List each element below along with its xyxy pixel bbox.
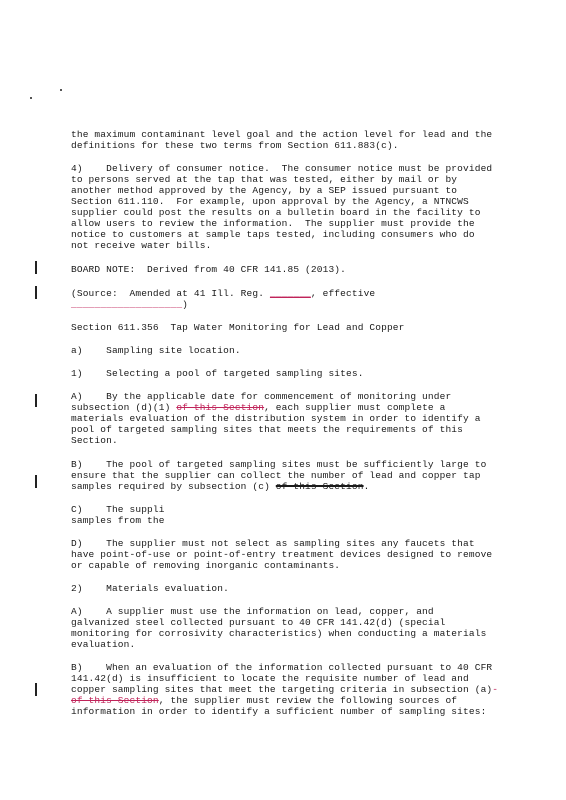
text-line: to persons served at the tap that was tested, either by mail or by [71, 174, 458, 185]
text-line: pool of targeted sampling sites that meets the requirements of this [71, 424, 464, 435]
text-line: A) By the applicable date for commencement of monitoring under [71, 391, 452, 402]
text-span: , the supplier must review the following sources of [158, 695, 458, 706]
text-line: galvanized steel collected pursuant to 40 CFR 141.42(d) (special [71, 617, 446, 628]
source-note [71, 288, 375, 299]
subsection-heading: 2) Materials evaluation. [71, 583, 229, 594]
text-line: have point-of-use or point-of-entry treatment devices designed to remove [71, 549, 493, 560]
section-title: Section 611.356 Tap Water Monitoring for Lead and Copper [71, 322, 405, 333]
subsection-heading: 1) Selecting a pool of targeted sampling sites. [71, 368, 364, 379]
text-line: definitions for these two terms from Section 611.883(c). [71, 140, 399, 151]
change-bar [35, 286, 37, 299]
deleted-text: of this Section [275, 481, 364, 492]
text-line: ensure that the supplier can collect the number of lead and copper tap [71, 470, 481, 481]
change-bar [35, 683, 37, 696]
source-text: ) [182, 299, 189, 310]
text-line: B) The pool of targeted sampling sites must be sufficiently large to [71, 459, 487, 470]
text-line: 141.42(d) is insufficient to locate the requisite number of lead and [71, 673, 469, 684]
scan-speck [60, 89, 62, 91]
source-note-cont [71, 299, 188, 310]
text-line: Section. [71, 435, 118, 446]
source-text: , effective [310, 288, 376, 299]
subsection-heading: a) Sampling site location. [71, 345, 241, 356]
text-line: notice to customers at sample taps tested, including consumers who do [71, 229, 475, 240]
text-line: B) When an evaluation of the information collected pursuant to 40 CFR [71, 662, 493, 673]
change-bar [35, 261, 37, 274]
text-line: samples from the [71, 515, 165, 526]
text-line: not receive water bills. [71, 240, 212, 251]
text-span: . [363, 481, 370, 492]
text-line: another method approved by the Agency, by a SEP issued pursuant to [71, 185, 458, 196]
text-line: supplier could post the results on a bulletin board in the facility to [71, 207, 481, 218]
text-line: or capable of removing inorganic contaminants. [71, 560, 341, 571]
deleted-text: of this Section [176, 402, 265, 413]
text-span: samples required by subsection (c) [71, 481, 276, 492]
text-line [71, 481, 369, 492]
text-line [71, 684, 498, 695]
text-line: information in order to identify a sufficient number of sampling sites: [71, 706, 487, 717]
deleted-text: - [492, 684, 499, 695]
scan-speck [30, 97, 32, 99]
text-line: C) The suppli [71, 504, 165, 515]
change-bar [35, 475, 37, 488]
text-span: subsection (d)(1) [71, 402, 177, 413]
text-line: Section 611.110. For example, upon approval by the Agency, a NTNCWS [71, 196, 469, 207]
source-blank-field: ___________________ [71, 299, 183, 310]
text-line [71, 402, 445, 413]
text-line: monitoring for corrosivity characteristics) when conducting a materials [71, 628, 487, 639]
source-blank-field: _______ [269, 288, 311, 299]
text-line: 4) Delivery of consumer notice. The consumer notice must be provided [71, 163, 493, 174]
text-line: materials evaluation of the distribution system in order to identify a [71, 413, 481, 424]
source-text: (Source: Amended at 41 Ill. Reg. [71, 288, 270, 299]
change-bar [35, 394, 37, 407]
text-line: D) The supplier must not select as sampling sites any faucets that [71, 538, 475, 549]
text-line [71, 695, 457, 706]
text-line: the maximum contaminant level goal and the action level for lead and the [71, 129, 493, 140]
text-span: , each supplier must complete a [264, 402, 446, 413]
text-line: evaluation. [71, 639, 136, 650]
text-span: copper sampling sites that meet the targeting criteria in subsection (a) [71, 684, 493, 695]
text-line: A) A supplier must use the information on lead, copper, and [71, 606, 434, 617]
text-line: allow users to review the information. The supplier must provide the [71, 218, 475, 229]
board-note: BOARD NOTE: Derived from 40 CFR 141.85 (2013). [71, 264, 346, 275]
deleted-text: of this Section [71, 695, 159, 706]
